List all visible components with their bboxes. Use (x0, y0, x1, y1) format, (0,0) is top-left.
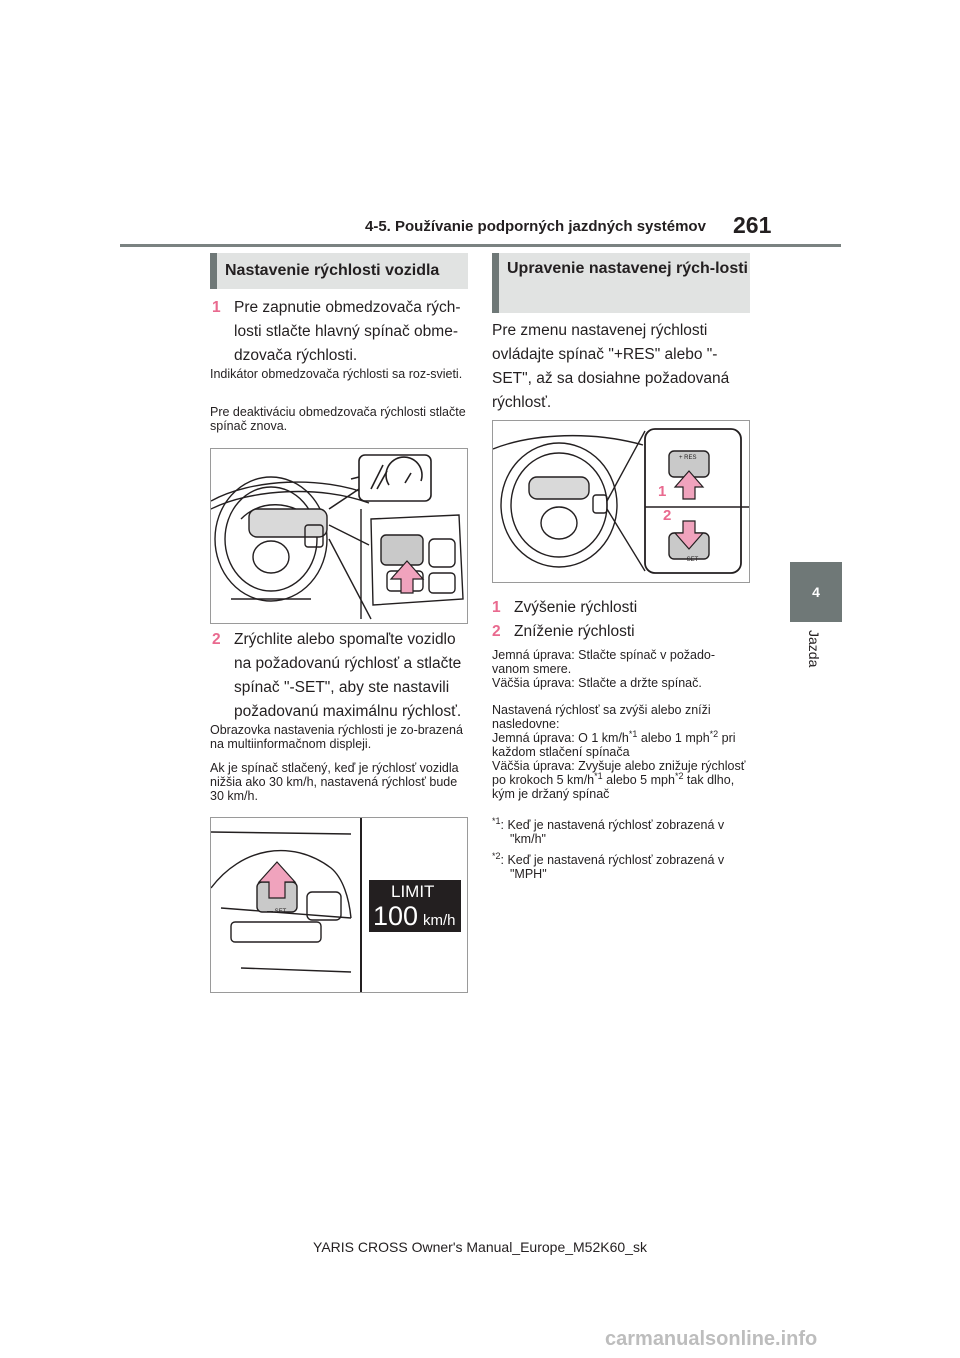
note-display: Obrazovka nastavenia rýchlosti je zo-brazená na multiinformačnom displeji. (210, 723, 463, 751)
chapter-label (796, 630, 836, 710)
step-number: 2 (212, 631, 221, 648)
footnote-1: $^{*1}$: Keď je nastavená rýchlosť zobrazená v "km/h" (492, 815, 725, 846)
legend-item-1 (492, 596, 748, 620)
figure-set-switch-display (210, 817, 468, 993)
figure-res-set-switches (492, 420, 750, 583)
chapter-tab[interactable]: 4 (790, 562, 842, 622)
legend-number: 2 (492, 623, 501, 640)
figure-callout-2: 2 (663, 507, 672, 524)
section-heading-set-speed: Nastavenie rýchlosti vozidla (210, 253, 468, 289)
figure-limiter-main-switch (210, 448, 468, 624)
note-coarse: Väčšia úprava: Stlačte a držte spínač. (492, 676, 702, 690)
switch-set-label: — SET (267, 909, 287, 915)
running-header-title: 4-5. Používanie podporných jazdných systémov (365, 218, 706, 235)
note-increments-fine: Jemná úprava: O 1 $km/h^{*1}$ alebo 1 mph$^{*2}$ pri každom stlačení spínača (492, 728, 736, 759)
switch-res-label: + RES (679, 455, 697, 461)
note-increments-coarse: Väčšia úprava: Zvyšuje alebo znižuje rýchlosť po krokoch 5 $km/h^{*1}$ alebo 5 mph$^{*2}$ tak dlho, kým je držaný spínač (492, 759, 746, 801)
adjust-intro: Pre zmenu nastavenej rýchlosti ovládajte spínač "+RES" alebo "-SET", až sa dosiahne požadovaná rýchlosť. (492, 322, 730, 411)
limit-label: LIMIT (391, 882, 435, 901)
footer-manual-id: YARIS CROSS Owner's Manual_Europe_M52K60_sk (313, 1239, 647, 1255)
note-min-speed: Ak je spínač stlačený, keď je rýchlosť vozidla nižšia ako 30 km/h, nastavená rýchlosť bude 30 km/h. (210, 761, 459, 803)
footnote-2: $^{*2}$: Keď je nastavená rýchlosť zobrazená v "MPH" (492, 850, 725, 881)
illustration-steering-wheel (211, 449, 467, 623)
switch-set-label: — SET (679, 557, 699, 563)
chapter-label-text: Jazda (806, 630, 822, 668)
legend-text: Zvýšenie rýchlosti (514, 599, 638, 616)
legend-item-2 (492, 620, 748, 644)
section-heading-adjust-speed: Upravenie nastavenej rých-losti (492, 253, 750, 313)
header-rule (120, 244, 841, 247)
step-number: 1 (212, 299, 221, 316)
figure-callout-1: 1 (658, 483, 667, 500)
step-1 (212, 296, 468, 368)
note-increments-intro: Nastavená rýchlosť sa zvýši alebo zníži nasledovne: (492, 703, 711, 731)
watermark: carmanualsonline.info (605, 1328, 818, 1350)
limit-speed-value: 100 (373, 901, 419, 931)
illustration-res-set (493, 421, 749, 582)
legend-text: Zníženie rýchlosti (514, 623, 635, 640)
legend-number: 1 (492, 599, 501, 616)
note-fine-coarse (492, 648, 748, 690)
step-text: Pre zapnutie obmedzovača rých-losti stlačte hlavný spínač obme-dzovača rýchlosti. (234, 299, 461, 364)
page-number: 261 (733, 212, 772, 238)
note-deactivate: Pre deaktiváciu obmedzovača rýchlosti stlačte spínač znova. (210, 405, 466, 433)
note-fine: Jemná úprava: Stlačte spínač v požado-vanom smere. (492, 648, 716, 676)
note-increments (492, 703, 748, 801)
note-indicator: Indikátor obmedzovača rýchlosti sa roz-svieti. (210, 367, 463, 381)
limit-speed-unit: km/h (423, 912, 456, 929)
limit-display (369, 880, 461, 932)
step-text: Zrýchlite alebo spomaľte vozidlo na požadovanú rýchlosť a stlačte spínač "-SET", aby ste nastavili požadovanú maximálnu rýchlosť. (234, 631, 462, 720)
step-2 (212, 628, 468, 724)
